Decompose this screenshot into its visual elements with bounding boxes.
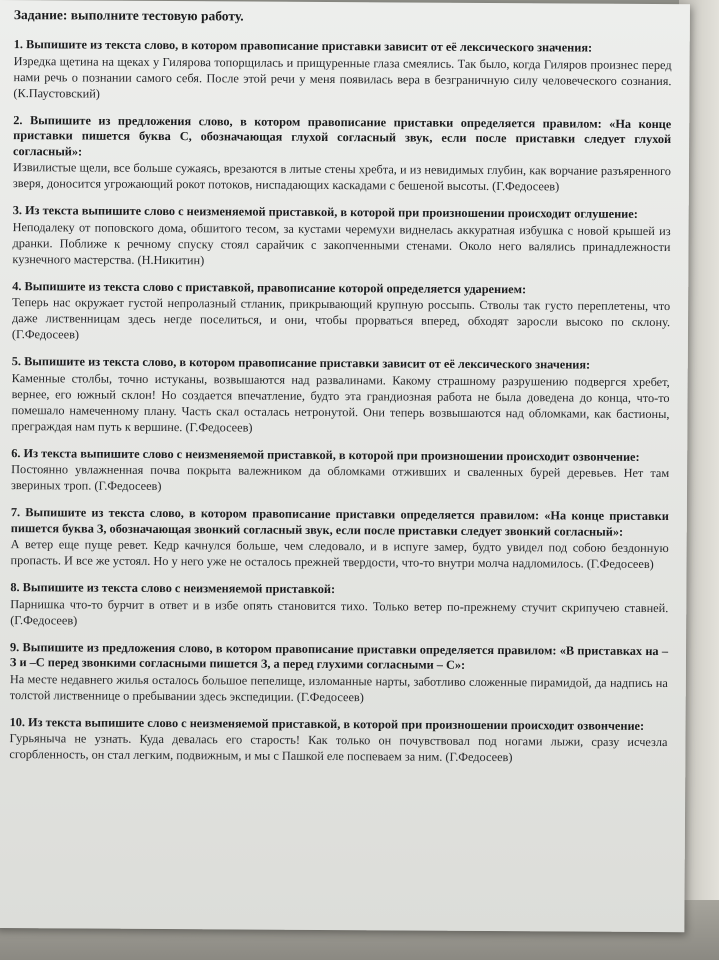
task-question: 3. Из текста выпишите слово с неизменяемой приставкой, в которой при произношении происходит оглушение: <box>12 203 638 221</box>
task-question: 8. Выпишите из текста слово с неизменяемой приставкой: <box>10 580 336 597</box>
task-question: 2. Выпишите из предложения слово, в котором правописание приставки определяется правилом: «На конце приставки пишется буква С, обозначающая глухой согласный звук, если после приставки следует глухой согласный»: <box>13 112 672 159</box>
task-text: Изредка щетина на щеках у Гилярова топорщилась и прищуренные глаза смеялись. Так было, когда Гиляров произнес перед нами речь о познании самого себя. После этой речи у меня появилась вера в безграничную силу человеческого сознания. (К.Паустовский) <box>13 53 672 101</box>
task-9 <box>10 640 668 707</box>
task-8 <box>10 580 668 632</box>
task-7 <box>11 505 669 572</box>
task-text: Гурьяныча не узнать. Куда девалась его старость! Как только он почувствовал под ногами лыжи, сразу исчезла сгорбленность, он стал легким, подвижным, и мы с Пашкой еле поспеваем за ним. (Г.Федосеев) <box>9 731 668 765</box>
task-text: Каменные столбы, точно истуканы, возвышаются над развалинами. Какому страшному разрушению подвергся хребет, вернее, его южный склон! Но создается впечатление, будто эта грандиозная работа не была доведена до конца, что-то помешало намеченному плану. Часть скал осталась нетронутой. Они теперь возвышаются над обломками, как бастионы, преграждая нам путь к вершине. (Г.Федосеев) <box>11 370 670 435</box>
task-question: 7. Выпишите из текста слово, в котором правописание приставки определяется правилом: «На конце приставки пишется буква З, обозначающая звонкий согласный звук, если после приставки следует звонкий согласный»: <box>10 505 669 539</box>
task-10 <box>9 715 667 767</box>
task-5 <box>11 354 669 438</box>
assignment-title: Задание: выполните тестовую работу. <box>13 7 244 24</box>
task-text: На месте недавнего жилья осталось большое пепелище, изломанные нарты, заботливо сложенные пирамидой, да надпись на толстой лиственнице о пребывании здесь экспедиции. (Г.Федосеев) <box>9 671 668 704</box>
task-text: Постоянно увлажненная почва покрыта валежником да обломками отживших и сваленных бурей деревьев. Нет там звериных троп. (Г.Федосеев) <box>10 462 670 493</box>
task-question: 1. Выпишите из текста слово, в котором правописание приставки зависит от её лексического значения: <box>13 37 593 55</box>
task-3 <box>12 203 670 271</box>
task-question: 10. Из текста выпишите слово с неизменяемой приставкой, в которой при произношении происходит озвончение: <box>9 714 645 733</box>
task-1 <box>13 37 671 105</box>
task-question: 5. Выпишите из текста слово, в котором правописание приставки зависит от её лексического значения: <box>11 354 591 372</box>
task-text: Парнишка что-то бурчит в ответ и в избе опять становится тихо. Только ветер по-прежнему стучит скрипучею ставней. (Г.Федосеев) <box>10 596 669 627</box>
task-text: А ветер еще пуще ревет. Кедр качнулся больше, чем следовало, и в испуге замер, будто увидел под собою бездонную пропасть. И все же устоял. Но у него уже не осталось прежней твердости, что-то внутри молча надломилось. (Г.Федосеев) <box>10 537 669 572</box>
task-2 <box>13 113 671 196</box>
task-text: Неподалеку от поповского дома, обшитого тесом, за кустами черемухи виднелась аккуратная избушка с новой крышей из дранки. Поближе к речному спуску стоял сарайчик с закопченными стенами. Около него валялись принадлежности кузнечного мастерства. (Н.Никитин) <box>12 219 671 267</box>
task-question: 4. Выпишите из текста слово с приставкой, правописание которой определяется ударением: <box>12 278 527 296</box>
task-text: Извилистые щели, все больше сужаясь, врезаются в литые стены хребта, и из невидимых глубин, как ворчание разъяренного зверя, доносится угрожающий рокот потоков, ниспадающих каскадами с бешеной высоты. (Г.Федосеев) <box>12 160 672 194</box>
task-text: Теперь нас окружает густой непролазный стланик, прикрывающий крупную россыпь. Стволы так густо переплетены, что даже лиственницам здесь негде поселиться, и они, чтобы прорваться вперед, обходят заросли высоко по склону. (Г.Федосеев) <box>11 295 671 342</box>
task-question: 9. Выпишите из предложения слово, в котором правописание приставки определяется правилом: «В приставках на –З и –С перед звонкими согласными пишется З, а перед глухими согласными – С»: <box>9 639 669 672</box>
task-question: 6. Из текста выпишите слово с неизменяемой приставкой, в которой при произношении происходит озвончение: <box>11 445 640 464</box>
task-4 <box>12 279 670 347</box>
task-6 <box>11 446 669 498</box>
